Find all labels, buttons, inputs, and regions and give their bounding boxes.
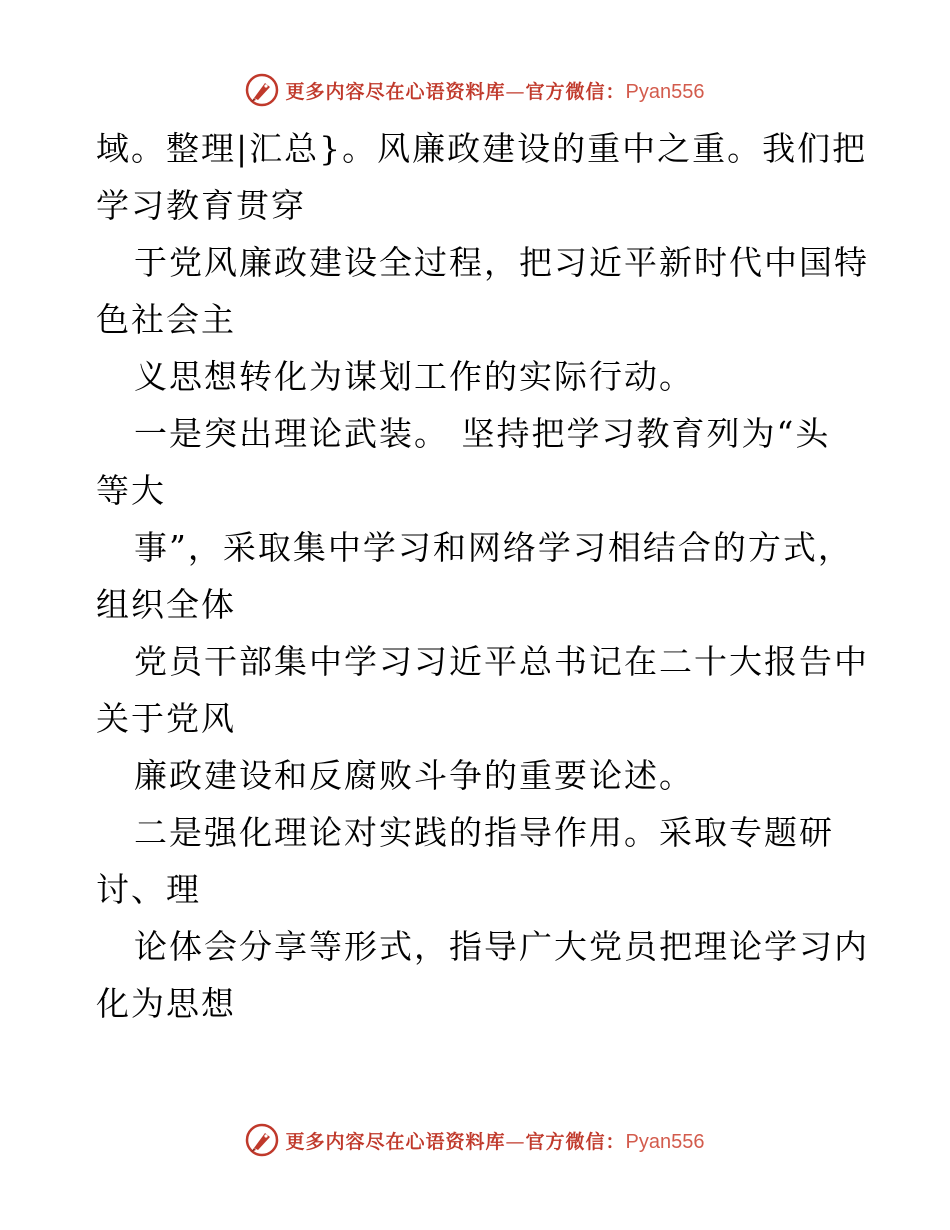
text-line: 廉政建设和反腐败斗争的重要论述。 — [134, 756, 694, 795]
banner-label: 官方微信 — [525, 80, 606, 103]
banner-main-text: 更多内容尽在心语资料库 — [285, 80, 506, 103]
text-line: 论体会分享等形式，指导广大党员把理论学习内 — [134, 927, 869, 966]
banner-dash: — — [505, 80, 526, 103]
text-line: 域。整理|汇总}。风廉政建设的重中之重。我们把 — [96, 129, 868, 168]
text-line: 色社会主 — [96, 300, 236, 339]
text-line: 二是强化理论对实践的指导作用。采取专题研 — [134, 813, 834, 852]
banner-handle: Pyan556 — [625, 1130, 705, 1153]
text-line: 关于党风 — [96, 699, 236, 738]
banner-colon: ： — [605, 80, 626, 103]
header-banner — [0, 72, 950, 108]
banner-text — [285, 1127, 704, 1154]
text-line: 义思想转化为谋划工作的实际行动。 — [134, 357, 694, 396]
banner-colon: ： — [605, 1130, 626, 1153]
banner-label: 官方微信 — [525, 1130, 606, 1153]
text-line: 党员干部集中学习习近平总书记在二十大报告中 — [134, 642, 869, 681]
text-line: 学习教育贯穿 — [96, 186, 306, 225]
pen-nib-logo-icon — [245, 1123, 279, 1157]
footer-banner — [0, 1122, 950, 1158]
pen-nib-logo-icon — [245, 73, 279, 107]
text-line: 讨、理 — [96, 870, 201, 909]
banner-dash: — — [505, 1130, 526, 1153]
banner-handle: Pyan556 — [625, 80, 705, 103]
text-line: 化为思想 — [96, 984, 236, 1023]
text-line: 于党风廉政建设全过程，把习近平新时代中国特 — [134, 243, 869, 282]
banner-text — [285, 77, 704, 104]
banner-main-text: 更多内容尽在心语资料库 — [285, 1130, 506, 1153]
text-line: 一是突出理论武装。 坚持把学习教育列为“头 — [134, 414, 831, 453]
text-line: 事”，采取集中学习和网络学习相结合的方式， — [134, 528, 853, 567]
text-line: 组织全体 — [96, 585, 236, 624]
text-line: 等大 — [96, 471, 166, 510]
document-body — [96, 120, 869, 1032]
